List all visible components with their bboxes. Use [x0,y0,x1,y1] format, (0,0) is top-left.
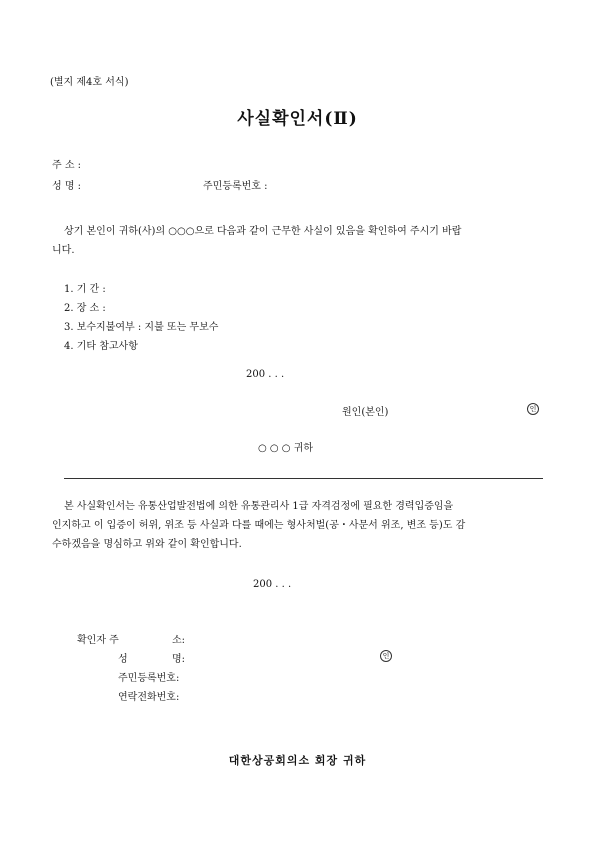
date-line-2: 200 . . . [253,579,292,590]
intro-line-2: 니다. [52,245,75,256]
statement-line-3: 수하겠음을 명심하고 위와 같이 확인합니다. [52,539,242,550]
confirmer-heading: 확인자 주 [77,635,119,646]
statement-line-1: 본 사실확인서는 유통산업발전법에 의한 유통관리사 1급 자격검정에 필요한 경력입증임을 [64,501,454,512]
item-location: 2. 장 소 : [64,303,106,314]
item-period: 1. 기 간 : [64,284,106,295]
recipient-line: ○ ○ ○ 귀하 [258,443,314,454]
seal-mark-icon: 인 [527,403,539,415]
statement-line-2: 인지하고 이 입증이 허위, 위조 등 사실과 다를 때에는 형사처벌(공・사문서 위조, 변조 등)도 감 [52,520,466,531]
form-number: (별지 제4호 서식) [50,77,129,88]
item-payment: 3. 보수지불여부 : 지불 또는 무보수 [64,322,219,333]
confirmer-phone-label: 연락전화번호: [118,692,180,703]
date-line-1: 200 . . . [246,369,285,380]
confirmer-address-label: 소: [172,635,186,646]
document-title: 사실확인서(Ⅱ) [237,109,358,129]
name-label: 성 명 : [52,181,82,192]
footer-recipient: 대한상공회의소 회장 귀하 [228,754,367,767]
confirmer-name-label-1: 성 [118,654,128,665]
address-label: 주 소 : [52,160,82,171]
confirmer-name-label-2: 명: [172,654,186,665]
divider [64,478,543,479]
item-remarks: 4. 기타 참고사항 [64,341,138,352]
intro-line-1: 상기 본인이 귀하(사)의 ○○○으로 다음과 같이 근무한 사실이 있음을 확인하여 주시기 바랍 [64,226,462,237]
applicant-label: 원인(본인) [342,407,389,418]
confirmer-seal-icon: 인 [380,650,392,662]
confirmer-resident-number-label: 주민등록번호: [118,673,180,684]
resident-number-label: 주민등록번호 : [203,181,268,192]
